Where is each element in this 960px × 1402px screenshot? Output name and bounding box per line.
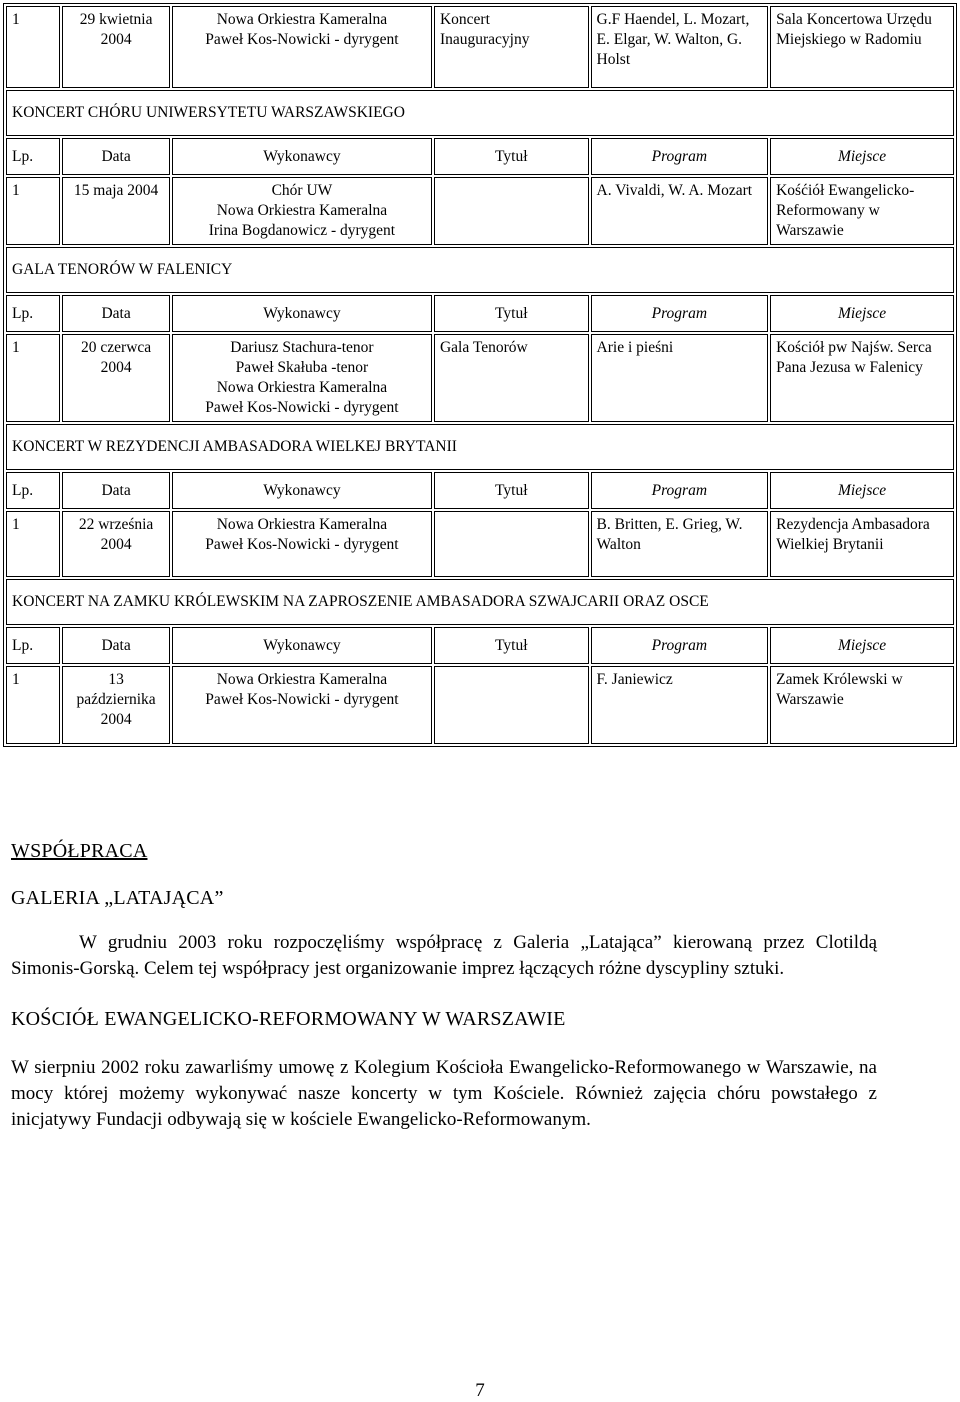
table-row <box>6 511 954 577</box>
performer-line: Nowa Orkiestra Kameralna <box>216 379 388 396</box>
performer-line: Paweł Skałuba -tenor <box>235 359 369 376</box>
cell-performers <box>172 511 432 577</box>
cell-performers <box>172 177 432 245</box>
cell-date: 22 września 2004 <box>62 511 170 577</box>
section-title-row <box>6 579 954 625</box>
cell-venue: Rezydencja Ambasadora Wielkiej Brytanii <box>770 511 954 577</box>
header-wykonawcy: Wykonawcy <box>172 138 432 175</box>
header-tytul: Tytuł <box>434 472 589 509</box>
header-data: Data <box>62 472 170 509</box>
header-wykonawcy: Wykonawcy <box>172 472 432 509</box>
header-row <box>6 472 954 509</box>
section-title-row <box>6 247 954 293</box>
cell-date: 20 czerwca 2004 <box>62 334 170 422</box>
header-tytul: Tytuł <box>434 295 589 332</box>
header-wykonawcy: Wykonawcy <box>172 627 432 664</box>
cell-title: Gala Tenorów <box>434 334 589 422</box>
cell-title: Koncert Inauguracyjny <box>434 6 589 88</box>
cell-venue: Kościół pw Najśw. Serca Pana Jezusa w Falenicy <box>770 334 954 422</box>
section-title: KONCERT NA ZAMKU KRÓLEWSKIM NA ZAPROSZENIE AMBASADORA SZWAJCARII ORAZ OSCE <box>6 579 954 625</box>
performer-line: Paweł Kos-Nowicki - dyrygent <box>205 691 399 708</box>
performer-line: Nowa Orkiestra Kameralna <box>216 202 388 219</box>
paragraph-gallery: W grudniu 2003 roku rozpoczęliśmy współpracę z Galeria „Latająca” kierowaną przez Clotildą Simonis-Gorską. Celem tej współpracy jest organizowanie imprez łączących różne dyscypliny sztuki. <box>11 932 877 979</box>
cell-lp: 1 <box>6 177 60 245</box>
header-lp: Lp. <box>6 295 60 332</box>
header-miejsce: Miejsce <box>770 295 954 332</box>
cell-title <box>434 177 589 245</box>
table-row <box>6 6 954 88</box>
cell-venue: Kośćiół Ewangelicko-Reformowany w Warszawie <box>770 177 954 245</box>
header-data: Data <box>62 138 170 175</box>
cell-performers <box>172 334 432 422</box>
header-program: Program <box>591 295 769 332</box>
heading-gallery: GALERIA „LATAJĄCA” <box>11 887 224 909</box>
section-title: GALA TENORÓW W FALENICY <box>6 247 954 293</box>
header-tytul: Tytuł <box>434 138 589 175</box>
section-title: KONCERT CHÓRU UNIWERSYTETU WARSZAWSKIEGO <box>6 90 954 136</box>
section-title: KONCERT W REZYDENCJI AMBASADORA WIELKEJ BRYTANII <box>6 424 954 470</box>
cell-lp: 1 <box>6 666 60 744</box>
section-title-row <box>6 90 954 136</box>
cell-lp: 1 <box>6 6 60 88</box>
header-tytul: Tytuł <box>434 627 589 664</box>
page-number: 7 <box>475 1380 485 1401</box>
header-lp: Lp. <box>6 472 60 509</box>
cell-venue: Sala Koncertowa Urzędu Miejskiego w Radomiu <box>770 6 954 88</box>
cell-program: Arie i pieśni <box>591 334 769 422</box>
performer-line: Paweł Kos-Nowicki - dyrygent <box>205 536 399 553</box>
header-miejsce: Miejsce <box>770 138 954 175</box>
performer-line: Paweł Kos-Nowicki - dyrygent <box>205 399 399 416</box>
cell-performers <box>172 6 432 88</box>
performer-line: Dariusz Stachura-tenor <box>230 339 374 356</box>
cell-lp: 1 <box>6 334 60 422</box>
header-row <box>6 295 954 332</box>
cell-date: 29 kwietnia 2004 <box>62 6 170 88</box>
prose-section <box>11 840 877 1133</box>
header-miejsce: Miejsce <box>770 627 954 664</box>
performer-line: Nowa Orkiestra Kameralna <box>216 516 388 533</box>
header-row <box>6 627 954 664</box>
header-program: Program <box>591 472 769 509</box>
header-row <box>6 138 954 175</box>
section-title-row <box>6 424 954 470</box>
cell-title <box>434 511 589 577</box>
performer-line: Paweł Kos-Nowicki - dyrygent <box>205 31 399 48</box>
performer-line: Nowa Orkiestra Kameralna <box>216 671 388 688</box>
cell-program: F. Janiewicz <box>591 666 769 744</box>
table-row <box>6 177 954 245</box>
table-row <box>6 666 954 744</box>
header-lp: Lp. <box>6 138 60 175</box>
cell-performers <box>172 666 432 744</box>
paragraph-church: W sierpniu 2002 roku zawarliśmy umowę z Kolegium Kościoła Ewangelicko-Reformowanego w Warszawie, na mocy której możemy wykonywać nasze koncerty w tym Kościele. Również zajęcia chóru powstałego z inicjatywy Fundacji odbywają się w kościele Ewangelicko-Reformowanym. <box>11 1057 877 1130</box>
header-data: Data <box>62 295 170 332</box>
cell-date: 15 maja 2004 <box>62 177 170 245</box>
header-data: Data <box>62 627 170 664</box>
cell-program: A. Vivaldi, W. A. Mozart <box>591 177 769 245</box>
performer-line: Irina Bogdanowicz - dyrygent <box>208 222 396 239</box>
table-row <box>6 334 954 422</box>
cell-venue: Zamek Królewski w Warszawie <box>770 666 954 744</box>
header-wykonawcy: Wykonawcy <box>172 295 432 332</box>
header-miejsce: Miejsce <box>770 472 954 509</box>
heading-cooperation: WSPÓŁPRACA <box>11 840 148 862</box>
cell-program: G.F Haendel, L. Mozart, E. Elgar, W. Walton, G. Holst <box>591 6 769 88</box>
header-lp: Lp. <box>6 627 60 664</box>
cell-program: B. Britten, E. Grieg, W. Walton <box>591 511 769 577</box>
cell-title <box>434 666 589 744</box>
header-program: Program <box>591 138 769 175</box>
concert-schedule <box>3 3 957 747</box>
heading-church: KOŚCIÓŁ EWANGELICKO-REFORMOWANY W WARSZAWIE <box>11 1008 566 1030</box>
header-program: Program <box>591 627 769 664</box>
cell-lp: 1 <box>6 511 60 577</box>
performer-line: Nowa Orkiestra Kameralna <box>216 11 388 28</box>
schedule-table <box>3 3 957 747</box>
performer-line: Chór UW <box>271 182 333 199</box>
cell-date: 13 października 2004 <box>62 666 170 744</box>
